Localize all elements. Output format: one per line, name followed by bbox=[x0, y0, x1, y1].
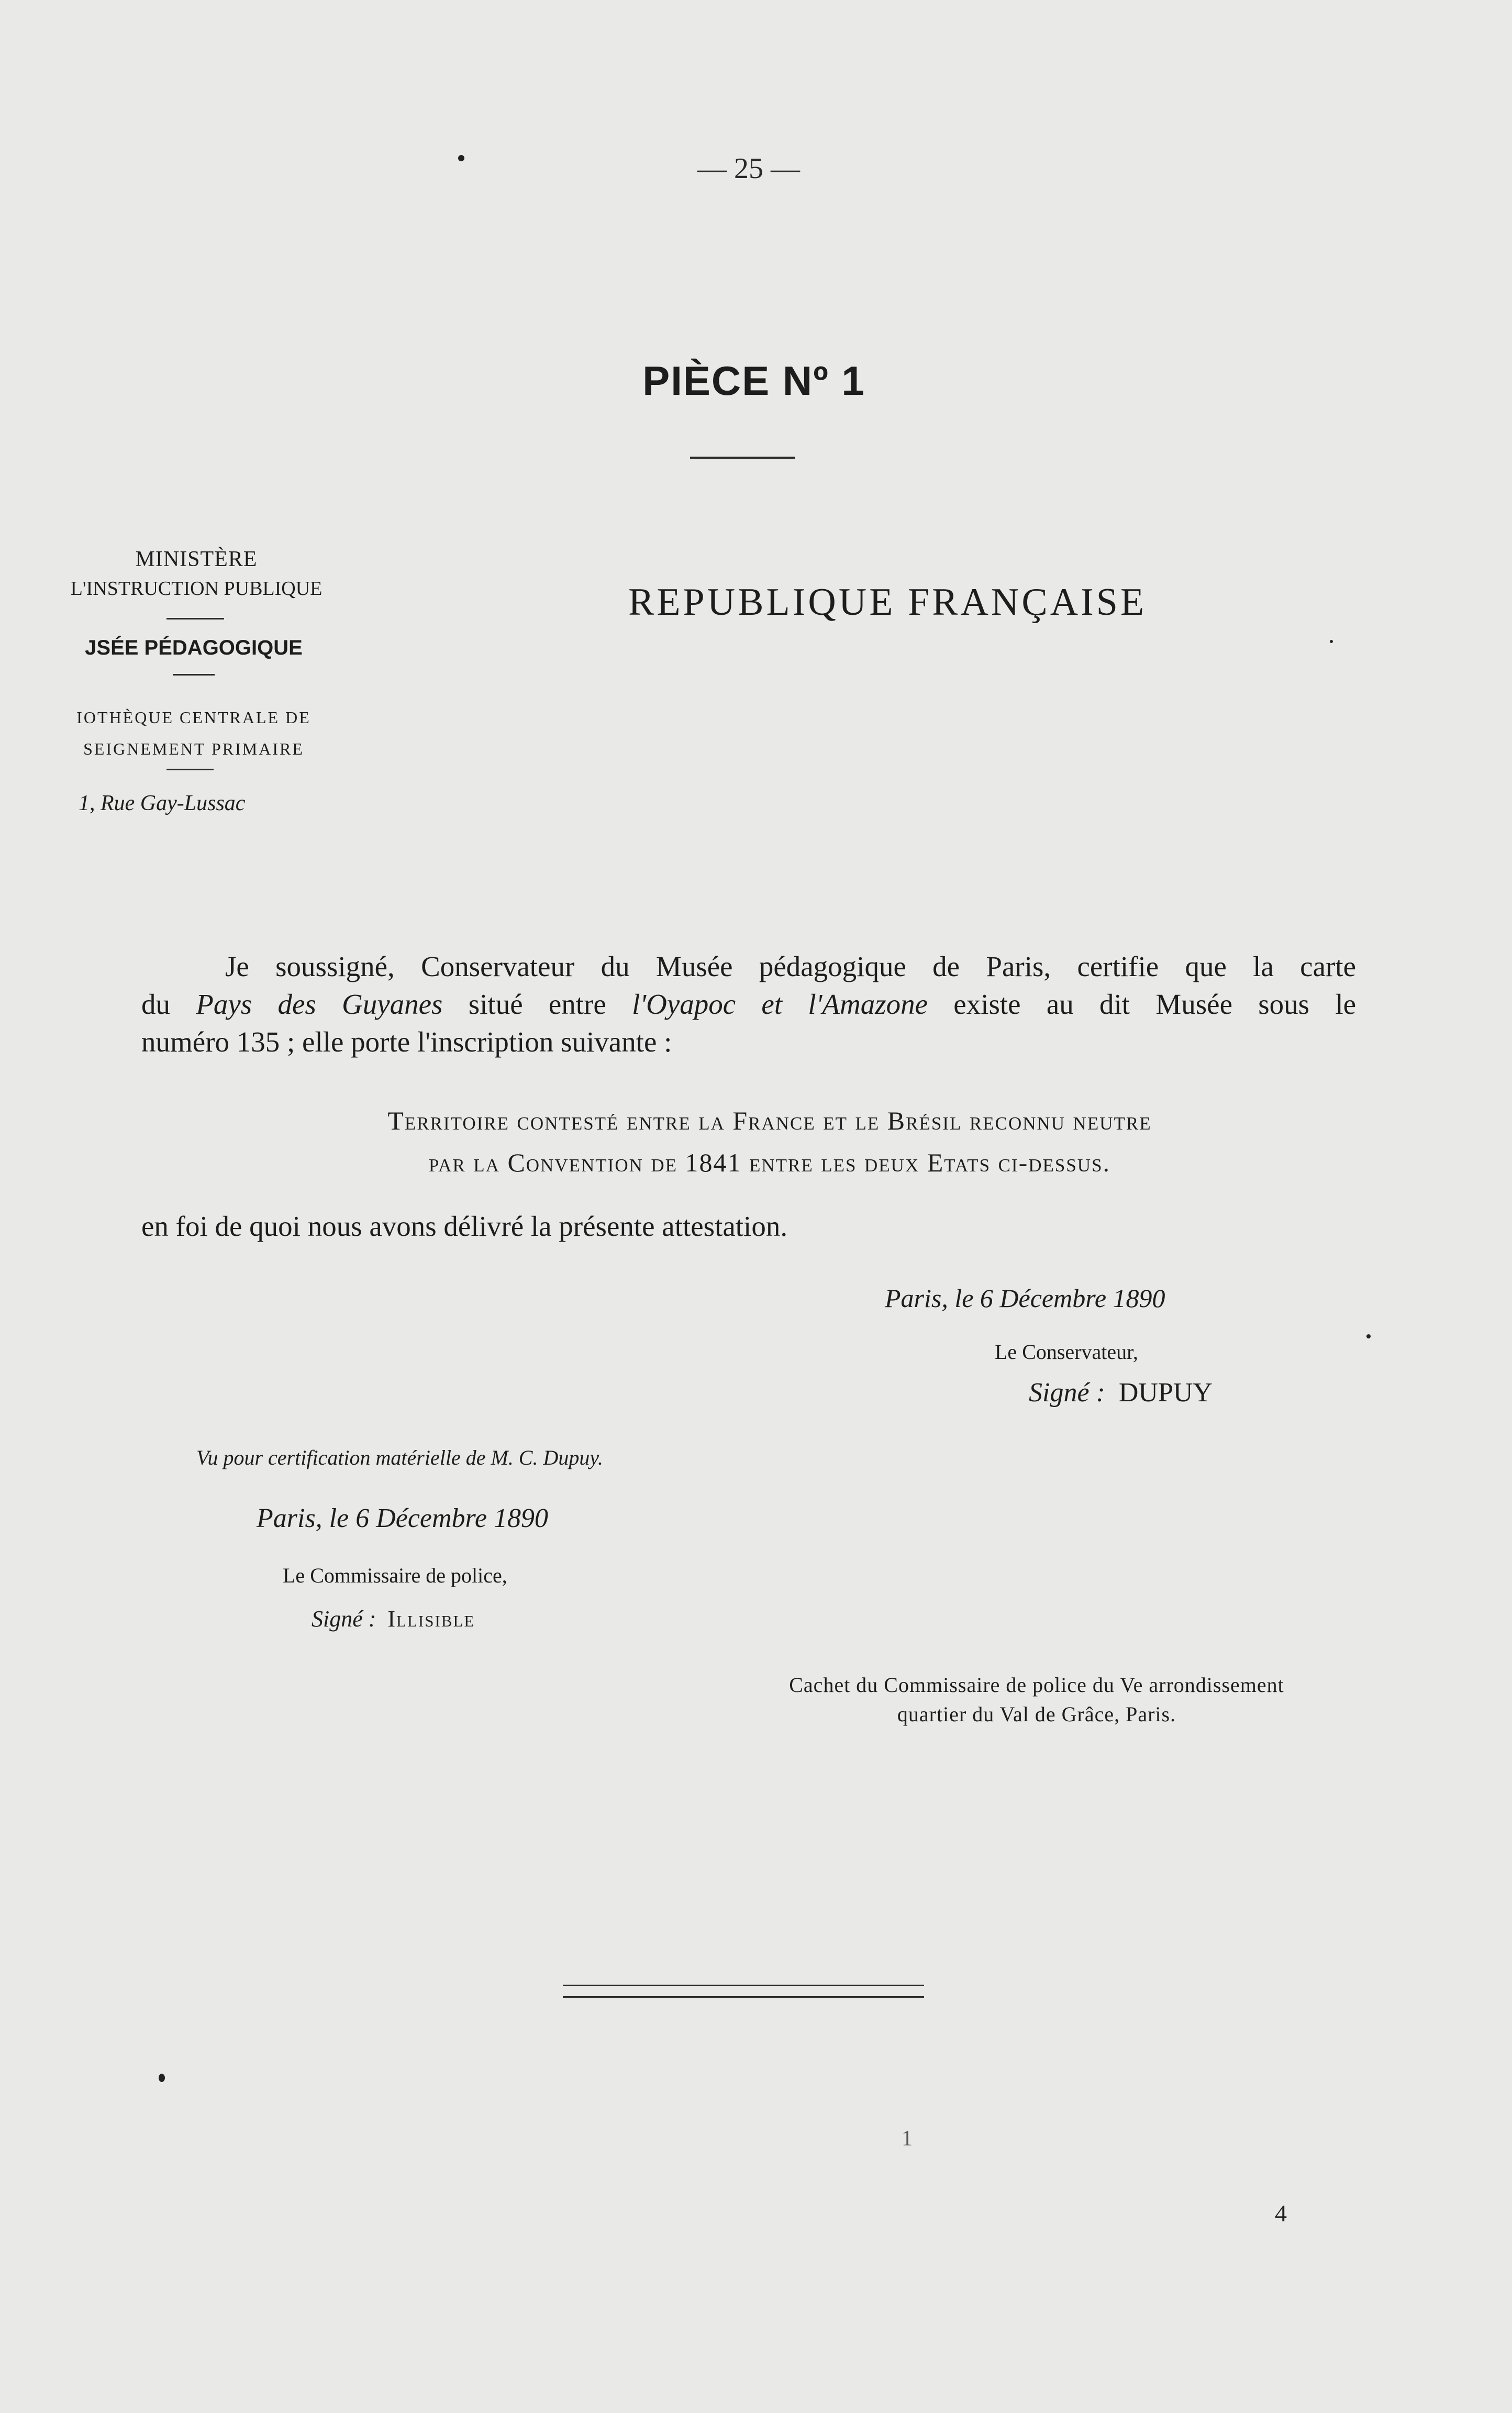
inscription-line1: Territoire contesté entre la France et le Brésil reconnu neutre bbox=[387, 1106, 1152, 1135]
commissaire-signe-label: Signé : bbox=[312, 1606, 376, 1632]
ink-speck bbox=[1330, 640, 1333, 643]
certification-note: Vu pour certification matérielle de M. C. Dupuy. bbox=[196, 1446, 603, 1469]
ministry-line2: L'INSTRUCTION PUBLIQUE bbox=[70, 578, 323, 600]
bottom-rule-bottom bbox=[563, 1996, 924, 1998]
musee-name: JSÉE PÉDAGOGIQUE bbox=[85, 636, 303, 659]
ministry-header bbox=[60, 545, 332, 603]
bottom-tick: 1 bbox=[902, 2127, 913, 2151]
commissaire-signature bbox=[312, 1606, 475, 1632]
address: 1, Rue Gay-Lussac bbox=[79, 791, 246, 815]
piece-title: PIÈCE Nº 1 bbox=[642, 358, 865, 404]
body-line2 bbox=[141, 986, 1356, 1023]
body-pays-des-guyanes: Pays des Guyanes bbox=[196, 988, 443, 1020]
body-line1: Je soussigné, Conservateur du Musée pédagogique de Paris, certifie que la carte bbox=[225, 950, 1356, 982]
body-line2-c: situé entre bbox=[442, 988, 632, 1020]
certification-date: Paris, le 6 Décembre 1890 bbox=[257, 1503, 548, 1533]
ink-speck bbox=[159, 2074, 165, 2082]
bibliotheque-block bbox=[58, 702, 330, 765]
body-line2-e: existe au dit Musée sous le bbox=[928, 988, 1357, 1020]
conservateur-name: DUPUY bbox=[1118, 1378, 1213, 1408]
biblio-divider bbox=[166, 769, 214, 770]
page-number: — 25 — bbox=[697, 152, 800, 185]
bottom-number: 4 bbox=[1275, 2200, 1287, 2227]
body-paragraph bbox=[141, 948, 1356, 1061]
ink-speck bbox=[458, 155, 464, 161]
conservateur-date: Paris, le 6 Décembre 1890 bbox=[885, 1283, 1165, 1313]
body-line3: numéro 135 ; elle porte l'inscription suivante : bbox=[141, 1026, 672, 1058]
closing-sentence: en foi de quoi nous avons délivré la présente attestation. bbox=[141, 1210, 788, 1242]
commissaire-name: Illisible bbox=[387, 1606, 475, 1632]
biblio-line2: SEIGNEMENT PRIMAIRE bbox=[83, 739, 304, 758]
conservateur-signature bbox=[1029, 1377, 1213, 1408]
conservateur-signe-label: Signé : bbox=[1029, 1378, 1105, 1408]
body-line2-a: du bbox=[141, 988, 196, 1020]
title-underline bbox=[690, 457, 795, 459]
cachet-line1: Cachet du Commissaire de police du Ve arrondissement bbox=[789, 1673, 1284, 1697]
inscription-block bbox=[220, 1100, 1319, 1183]
commissaire-title: Le Commissaire de police, bbox=[283, 1564, 507, 1587]
bottom-rule-top bbox=[563, 1985, 924, 1986]
cachet-note bbox=[670, 1670, 1403, 1729]
ink-speck bbox=[1366, 1334, 1371, 1338]
inscription-line2: par la Convention de 1841 entre les deux Etats ci-dessus. bbox=[428, 1148, 1111, 1177]
republique-heading: REPUBLIQUE FRANÇAISE bbox=[628, 581, 1147, 624]
ministry-line1: MINISTÈRE bbox=[135, 547, 258, 571]
conservateur-title: Le Conservateur, bbox=[995, 1340, 1138, 1364]
body-oyapoc-amazone: l'Oyapoc et l'Amazone bbox=[632, 988, 928, 1020]
cachet-line2: quartier du Val de Grâce, Paris. bbox=[897, 1702, 1176, 1726]
biblio-line1: IOTHÈQUE CENTRALE DE bbox=[76, 708, 311, 727]
musee-divider bbox=[173, 674, 215, 676]
ministry-divider bbox=[166, 618, 224, 619]
